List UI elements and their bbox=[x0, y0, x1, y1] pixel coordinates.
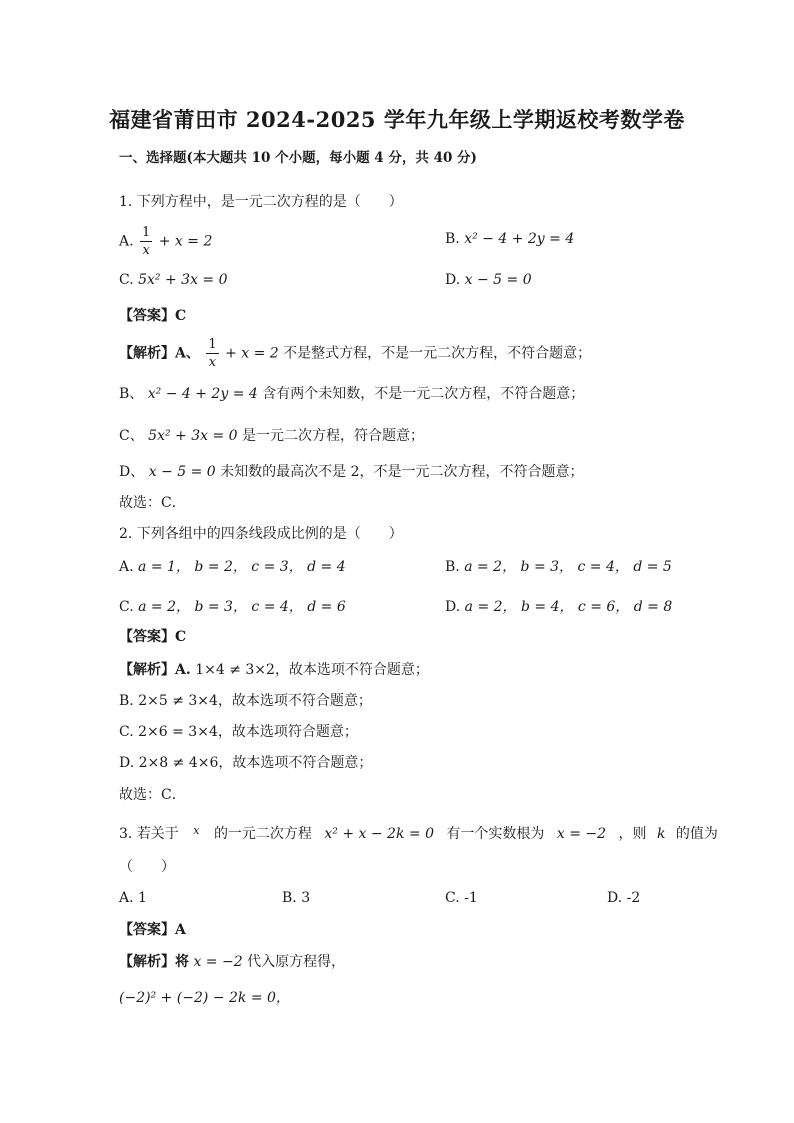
q3-explanation bbox=[119, 952, 345, 972]
q2-explanation-c-prefix: C. bbox=[119, 724, 134, 740]
q2-option-b bbox=[445, 557, 672, 577]
q2-explanation-a-prefix: 【解析】A. bbox=[119, 662, 191, 678]
q1-explanation-c-prefix: C、 bbox=[119, 428, 144, 444]
q3-stem-x: x bbox=[193, 824, 200, 837]
q1-option-c-expr: 5x² + 3x = 0 bbox=[138, 272, 228, 288]
q2-explanation-b-prefix: B. bbox=[119, 693, 134, 709]
q1-option-a-fraction bbox=[140, 226, 152, 257]
q1-explanation-a-text: 不是整式方程，不是一元二次方程，不符合题意； bbox=[283, 345, 592, 362]
q1-explanation-c-text: 是一元二次方程，符合题意； bbox=[242, 428, 425, 444]
q2-option-a-expr: a = 1， b = 2， c = 3， d = 4 bbox=[138, 559, 346, 575]
q3-stem-k: k bbox=[656, 826, 666, 842]
q2-option-c bbox=[119, 597, 346, 617]
q2-explanation-b-math: 2×5 ≠ 3×4 bbox=[138, 693, 218, 709]
q2-explanation-d bbox=[119, 753, 372, 773]
q3-stem-part2: 的一元二次方程 bbox=[213, 826, 312, 842]
q3-stem-part4: ，则 bbox=[618, 826, 647, 842]
q2-explanation-b bbox=[119, 691, 372, 711]
q2-explanation-a-math: 1×4 ≠ 3×2 bbox=[195, 662, 275, 678]
q2-choose: 故选：C． bbox=[119, 787, 186, 803]
q2-explanation-c-math: 2×6 = 3×4 bbox=[138, 724, 218, 740]
q3-stem-part3: 有一个实数根为 bbox=[446, 826, 545, 842]
q1-explanation-a-math: + x = 2 bbox=[225, 345, 279, 362]
q1-explanation-d bbox=[119, 462, 583, 482]
q1-option-d-label: D. bbox=[445, 272, 461, 288]
q3-explanation-line2: (−2)² + (−2) − 2k = 0， bbox=[119, 990, 290, 1006]
fraction-numerator: 1 bbox=[142, 225, 151, 240]
q1-explanation-d-math: x − 5 = 0 bbox=[148, 464, 216, 480]
q1-option-c-label: C. bbox=[119, 272, 134, 288]
q1-explanation-b-math: x² − 4 + 2y = 4 bbox=[147, 386, 258, 402]
q3-option-c: C. -1 bbox=[445, 890, 478, 906]
q3-explanation-math: x = −2 bbox=[193, 954, 243, 970]
q2-option-b-expr: a = 2， b = 3， c = 4， d = 5 bbox=[464, 559, 672, 575]
q2-explanation-c bbox=[119, 722, 358, 742]
q1-explanation-c bbox=[119, 426, 424, 446]
fraction-numerator: 1 bbox=[208, 337, 217, 352]
q3-option-b: B. 3 bbox=[282, 890, 311, 906]
fraction-denominator: x bbox=[142, 243, 150, 258]
q3-stem-equation: x² + x − 2k = 0 bbox=[324, 826, 434, 842]
q2-option-d bbox=[445, 597, 672, 617]
q3-answer: 【答案】A bbox=[119, 922, 186, 938]
q1-answer: 【答案】C bbox=[119, 308, 187, 324]
q1-stem: 1. 下列方程中，是一元二次方程的是（ ） bbox=[119, 194, 403, 210]
q3-option-a: A. 1 bbox=[119, 890, 147, 906]
q2-option-c-label: C. bbox=[119, 599, 134, 615]
q2-answer: 【答案】C bbox=[119, 629, 187, 645]
q3-stem bbox=[119, 821, 718, 844]
q1-option-b-label: B. bbox=[445, 231, 460, 247]
q1-explanation-c-math: 5x² + 3x = 0 bbox=[148, 428, 238, 444]
q2-explanation-b-text: ，故本选项不符合题意； bbox=[217, 693, 372, 709]
q1-option-a-rest: + x = 2 bbox=[158, 233, 213, 250]
q3-stem-part1: 3. 若关于 bbox=[119, 826, 179, 842]
q1-option-b-expr: x² − 4 + 2y = 4 bbox=[464, 231, 575, 247]
q1-explanation-b-prefix: B、 bbox=[119, 386, 144, 402]
document-title: 福建省莆田市 2024-2025 学年九年级上学期返校考数学卷 bbox=[109, 107, 685, 132]
q1-explanation-a bbox=[119, 338, 591, 369]
q2-explanation-d-prefix: D. bbox=[119, 755, 135, 771]
q1-explanation-d-text: 未知数的最高次不是 2，不是一元二次方程，不符合题意； bbox=[220, 464, 584, 480]
q3-stem-part5: 的值为 bbox=[675, 826, 718, 842]
q1-option-c bbox=[119, 270, 228, 290]
fraction-denominator: x bbox=[208, 355, 217, 370]
section-heading: 一、选择题(本大题共 10 个小题，每小题 4 分，共 40 分) bbox=[119, 150, 477, 166]
q1-explanation-b-text: 含有两个未知数，不是一元二次方程，不符合题意； bbox=[262, 386, 585, 402]
q2-option-a bbox=[119, 557, 346, 577]
q2-stem: 2. 下列各组中的四条线段成比例的是（ ） bbox=[119, 526, 403, 542]
q2-explanation-c-text: ，故本选项符合题意； bbox=[217, 724, 358, 740]
q1-option-a bbox=[119, 226, 212, 257]
q2-option-c-expr: a = 2， b = 3， c = 4， d = 6 bbox=[138, 599, 346, 615]
q1-option-d-expr: x − 5 = 0 bbox=[464, 272, 532, 288]
q1-explanation-b bbox=[119, 384, 584, 404]
q3-stem-root: x = −2 bbox=[556, 826, 607, 842]
q2-option-d-label: D. bbox=[445, 599, 461, 615]
q2-option-a-label: A. bbox=[119, 559, 134, 575]
q2-option-d-expr: a = 2， b = 4， c = 6， d = 8 bbox=[464, 599, 673, 615]
q2-explanation-a bbox=[119, 660, 429, 680]
q1-choose: 故选：C． bbox=[119, 495, 186, 511]
q1-explanation-d-prefix: D、 bbox=[119, 464, 145, 480]
q1-option-b bbox=[445, 229, 574, 249]
q1-explanation-label: 【解析】A、 bbox=[119, 345, 200, 362]
q2-explanation-a-text: ，故本选项不符合题意； bbox=[274, 662, 429, 678]
q1-option-a-label: A. bbox=[119, 233, 134, 250]
q3-option-d: D. -2 bbox=[607, 890, 641, 906]
q2-option-b-label: B. bbox=[445, 559, 460, 575]
q1-explanation-fraction bbox=[206, 338, 218, 369]
q3-stem-paren: （ ） bbox=[119, 859, 175, 875]
q2-explanation-d-text: ，故本选项不符合题意； bbox=[218, 755, 373, 771]
q3-explanation-text: 代入原方程得， bbox=[247, 954, 346, 970]
q2-explanation-d-math: 2×8 ≠ 4×6 bbox=[138, 755, 219, 771]
q3-explanation-prefix: 【解析】将 bbox=[119, 954, 189, 970]
q1-option-d bbox=[445, 270, 532, 290]
